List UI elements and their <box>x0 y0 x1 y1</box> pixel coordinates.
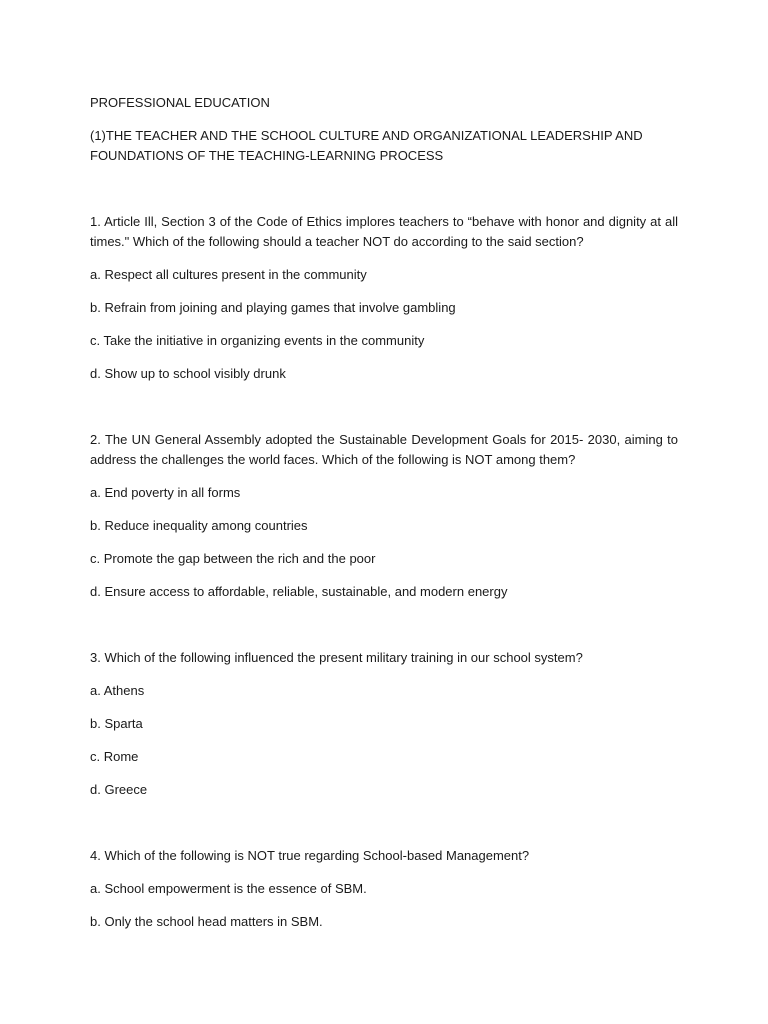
spacer <box>90 615 678 648</box>
question-1-option-d-label: d. Show up to school visibly drunk <box>90 366 286 381</box>
spacer <box>90 813 678 846</box>
section-title: (1)THE TEACHER AND THE SCHOOL CULTURE AND ORGANIZATIONAL LEADERSHIP AND FOUNDATIONS OF THE TEACHING-LEARNING PROCESS <box>90 128 643 163</box>
spacer <box>90 179 678 212</box>
question-3-option-a: a. Athens <box>90 683 145 698</box>
question-4-option-b-label: b. Only the school head matters in SBM. <box>90 914 323 929</box>
question-3-option-b-label: b. Sparta <box>90 716 143 731</box>
question-1-option-c: c. Take the initiative in organizing events in the community <box>90 333 425 348</box>
question-3-option-d: d. Greece <box>90 782 148 797</box>
question-4-option-b <box>90 912 678 932</box>
question-1-option-b: b. Refrain from joining and playing games that involve gambling <box>90 300 456 315</box>
document-title: PROFESSIONAL EDUCATION <box>90 95 270 110</box>
question-2-option-c-label: c. Promote the gap between the rich and the poor <box>90 551 376 566</box>
question-1-option-a: a. Respect all cultures present in the community <box>90 267 367 282</box>
question-3-text: 3. Which of the following influenced the present military training in our school system? <box>90 650 583 665</box>
question-2-option-b: b. Reduce inequality among countries <box>90 518 308 533</box>
question-2-text: 2. The UN General Assembly adopted the Sustainable Development Goals for 2015- 2030, aiming to address the challenges the world faces. Which of the following is NOT among them? <box>90 432 678 467</box>
question-2-option-d: d. Ensure access to affordable, reliable, sustainable, and modern energy <box>90 584 508 599</box>
question-3-option-c: c. Rome <box>90 749 139 764</box>
question-2-option-c <box>90 549 678 569</box>
section-heading <box>90 126 678 166</box>
spacer <box>90 397 678 430</box>
question-3-option-b <box>90 714 678 734</box>
document-content <box>90 93 678 945</box>
question-1-option-d <box>90 364 678 384</box>
question-1-text: 1. Article Ill, Section 3 of the Code of Ethics implores teachers to “behave with honor and dignity at all times." Which of the following should a teacher NOT do according to the said section? <box>90 214 678 249</box>
question-4-option-a: a. School empowerment is the essence of SBM. <box>90 881 367 896</box>
question-4-text: 4. Which of the following is NOT true regarding School-based Management? <box>90 848 530 863</box>
question-2-option-a: a. End poverty in all forms <box>90 485 241 500</box>
